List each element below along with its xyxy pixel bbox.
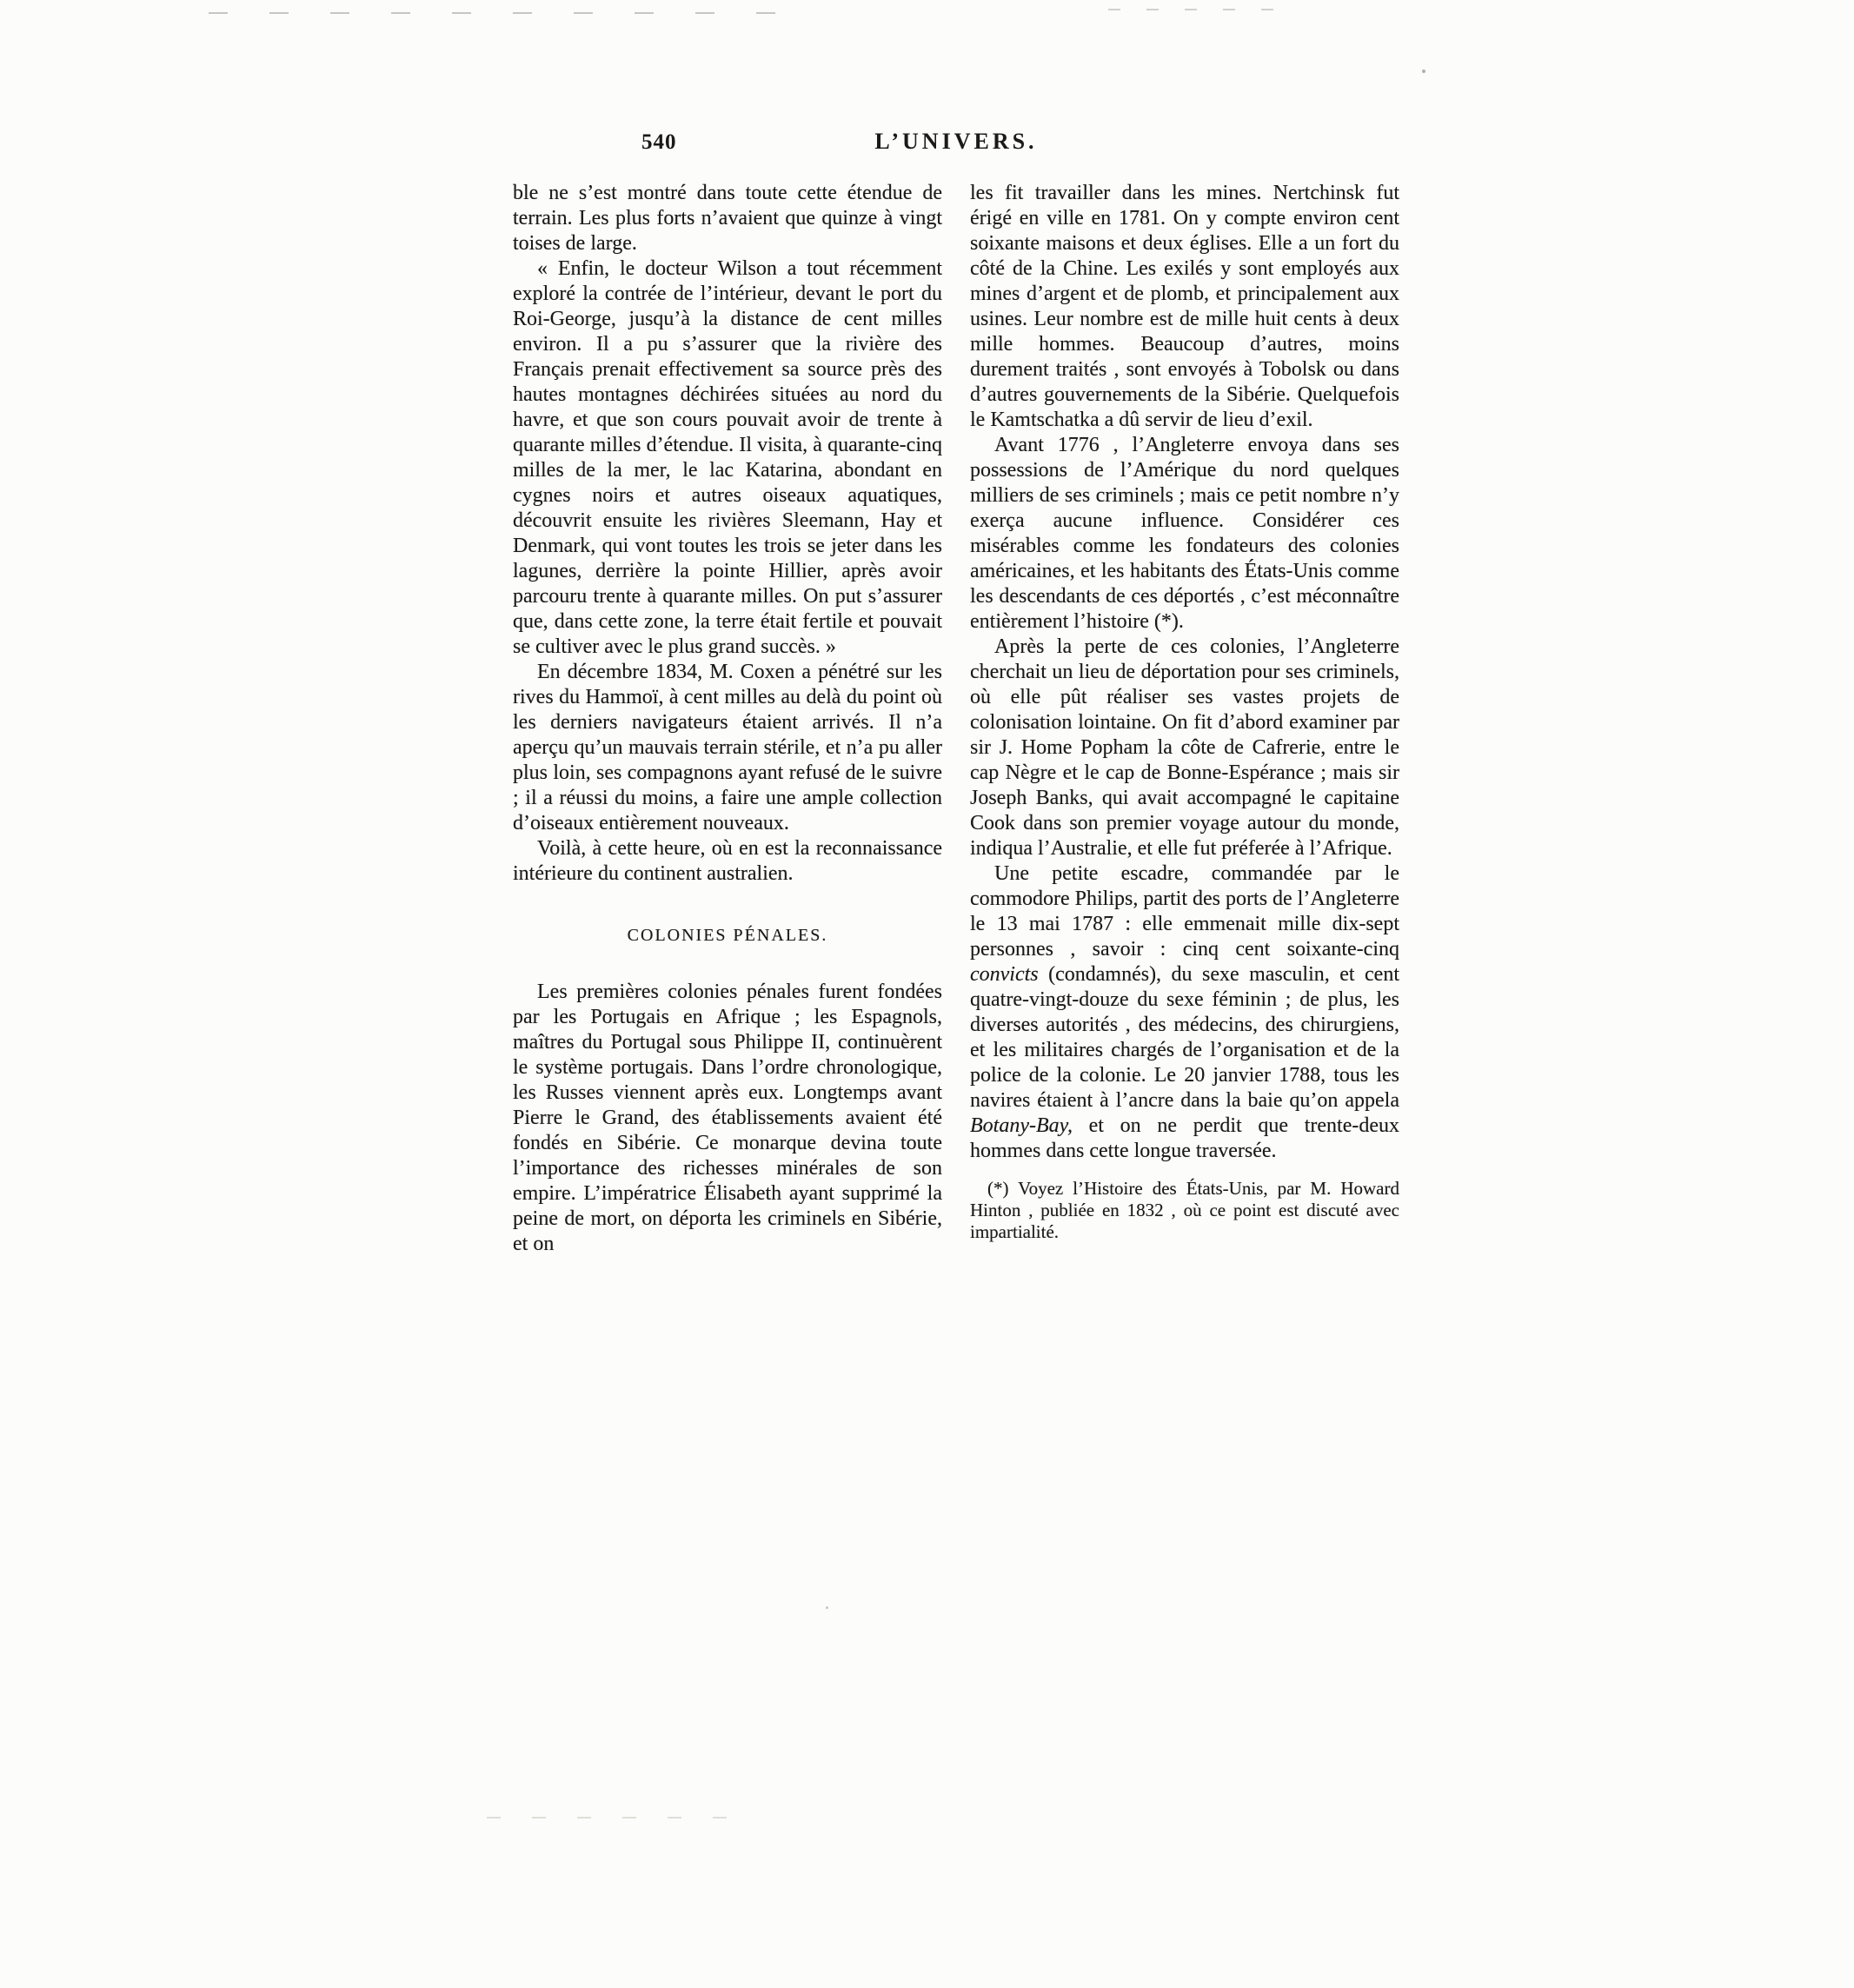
paragraph: Voilà, à cette heure, où en est la reconnaissance intérieure du continent australien. [513, 837, 942, 885]
scan-noise-bottom [487, 1817, 748, 1818]
paragraph: les fit travailler dans les mines. Nertchinsk fut érigé en ville en 1781. On y compte environ cent soixante maisons et deux églises. Elle a un fort du côté de la Chine. Les exilés y sont employés aux mines d’argent et de plomb, et principalement aux usines. Leur nombre est de mille huit cents à deux mille hommes. Beaucoup d’autres, moins durement traités , sont envoyés à Tobolsk ou dans d’autres gouvernements de la Sibérie. Quelquefois le Kamtschatka a dû servir de lieu d’exil. [970, 182, 1399, 431]
paragraph: ble ne s’est montré dans toute cette étendue de terrain. Les plus forts n’avaient que quinze à vingt toises de large. [513, 182, 942, 255]
scan-noise-top-left [209, 12, 817, 14]
right-column [970, 181, 1399, 1257]
running-head [513, 129, 1399, 162]
text-columns [513, 181, 1399, 1257]
paragraph: Après la perte de ces colonies, l’Angleterre cherchait un lieu de déportation pour ses criminels, où elle pût réaliser ses vastes projets de colonisation lointaine. On fit d’abord examiner par sir J. Home Popham la côte de Cafrerie, entre le cap Nègre et le cap de Bonne-Espérance ; mais sir Joseph Banks, qui avait accompagné le capitaine Cook dans son premier voyage autour du monde, indiqua l’Australie, et elle fut préferée à l’Afrique. [970, 635, 1399, 860]
running-title: L’UNIVERS. [874, 129, 1038, 154]
left-column [513, 181, 942, 1257]
paragraph: Avant 1776 , l’Angleterre envoya dans ses possessions de l’Amérique du nord quelques milliers de ses criminels ; mais ce petit nombre n’y exerça aucune influence. Considérer ces misérables comme les fondateurs des colonies américaines, et les habitants des États-Unis comme les descendants de ces déportés , c’est méconnaître entièrement l’histoire (*). [970, 434, 1399, 633]
paragraph: Les premières colonies pénales furent fondées par les Portugais en Afrique ; les Espagnols, maîtres du Portugal sous Philippe II, continuèrent le système portugais. Dans l’ordre chronologique, les Russes viennent après eux. Longtemps avant Pierre le Grand, des établissements avaient été fondés en Sibérie. Ce monarque devina toute l’importance des richesses minérales de son empire. L’impératrice Élisabeth ayant supprimé la peine de mort, on déporta les criminels en Sibérie, et on [513, 981, 942, 1255]
page-content [513, 129, 1399, 1257]
page-number: 540 [641, 130, 677, 154]
paragraph: « Enfin, le docteur Wilson a tout récemment exploré la contrée de l’intérieur, devant le port du Roi-George, jusqu’à la distance de cent milles environ. Il a pu s’assurer que la rivière des Français prenait effectivement sa source près des hautes montagnes déchirées situées au nord du havre, et que son cours pouvait avoir de trente à quarante milles d’étendue. Il visita, à quarante-cinq milles de la mer, le lac Katarina, abondant en cygnes noirs et autres oiseaux aquatiques, découvrit ensuite les rivières Sleemann, Hay et Denmark, qui vont toutes les trois se jeter dans les lagunes, derrière la pointe Hillier, après avoir parcouru trente à quarante milles. On put s’assurer que, dans cette zone, la terre était fertile et pouvait se cultiver avec le plus grand succès. » [513, 257, 942, 658]
paragraph: Une petite escadre, commandée par le commodore Philips, partit des ports de l’Angleterre le 13 mai 1787 : elle emmenait mille dix-sept personnes , savoir : cinq cent soixante-cinq convicts (condamnés), du sexe masculin, et cent quatre-vingt-douze du sexe féminin ; de plus, les diverses autorités , des médecins, des chirurgiens, et les militaires chargés de l’organisation et de la police de la colonie. Le 20 janvier 1788, tous les navires étaient à l’ancre dans la baie qu’on appela Botany-Bay, et on ne perdit que trente-deux hommes dans cette longue traversée. [970, 862, 1399, 1162]
section-heading: COLONIES PÉNALES. [627, 926, 828, 945]
footnote: (*) Voyez l’Histoire des États-Unis, par M. Howard Hinton , publiée en 1832 , où ce point est discuté avec impartialité. [970, 1178, 1399, 1242]
scan-noise-top-right [1108, 9, 1278, 10]
paragraph: En décembre 1834, M. Coxen a pénétré sur les rives du Hammoï, à cent milles au delà du point où les derniers navigateurs étaient arrivés. Il n’a aperçu qu’un mauvais terrain stérile, et n’a pu aller plus loin, ses compagnons ayant refusé de le suivre ; il a réussi du moins, a faire une ample collection d’oiseaux entièrement nouveaux. [513, 661, 942, 834]
scan-speck-small [826, 1606, 828, 1609]
scan-speck [1422, 70, 1425, 73]
